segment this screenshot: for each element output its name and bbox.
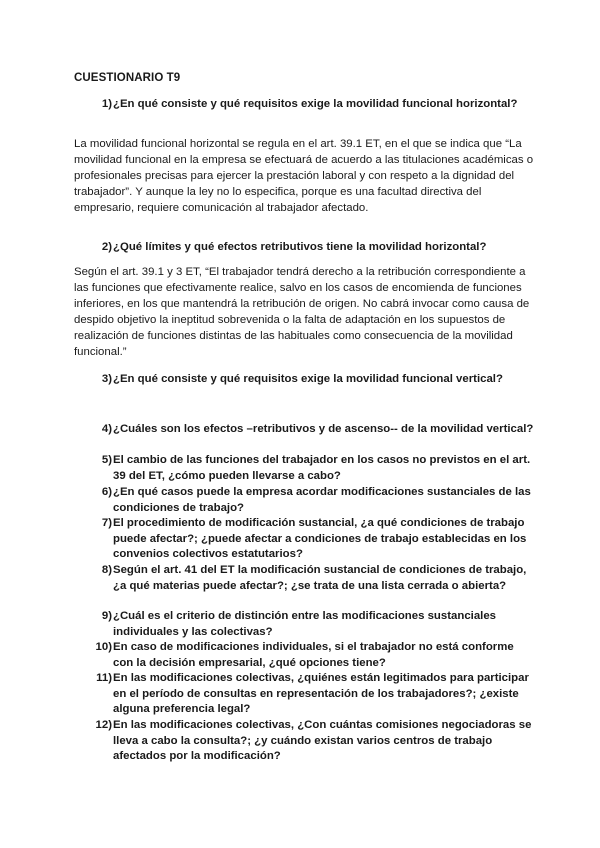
- question-text: ¿Cuáles son los efectos –retributivos y de ascenso-- de la movilidad vertical?: [113, 423, 534, 435]
- question-number: 3): [101, 373, 112, 385]
- question-1: [86, 97, 536, 113]
- question-number: 2): [101, 241, 112, 253]
- answer-2: Según el art. 39.1 y 3 ET, “El trabajador tendrá derecho a la retribución correspondiente a las funciones que efectivamente realice, salvo en los casos de encomienda de funciones inferiores, en los que mantendrá la retribución de origen. No cabrá invocar como causa de despido objetivo la ineptitud sobrevenida o la falta de adaptación en los supuestos de realización de funciones distintas de las habituales como consecuencia de la movilidad funcional.”: [74, 266, 530, 358]
- question-text: ¿Qué límites y qué efectos retributivos tiene la movilidad horizontal?: [113, 241, 487, 253]
- question-text: En caso de modificaciones individuales, si el trabajador no está conforme con la decisión empresarial, ¿qué opciones tiene?: [113, 641, 514, 669]
- question-text: El procedimiento de modificación sustancial, ¿a qué condiciones de trabajo puede afectar?; ¿puede afectar a condiciones de trabajo establecidas en los convenios colectivos estatutarios?: [113, 517, 527, 560]
- question-number: 1): [101, 98, 112, 110]
- question-text: ¿En qué casos puede la empresa acordar modificaciones sustanciales de las condiciones de trabajo?: [113, 486, 531, 514]
- question-12: [86, 718, 536, 765]
- question-number: 5): [101, 454, 112, 466]
- question-10: [86, 640, 536, 671]
- answer-1: [74, 136, 534, 216]
- question-3: [86, 372, 556, 388]
- question-number: 4): [101, 423, 112, 435]
- question-text: ¿Cuál es el criterio de distinción entre las modificaciones sustanciales individuales y las colectivas?: [113, 610, 496, 638]
- question-text: En las modificaciones colectivas, ¿Con cuántas comisiones negociadoras se lleva a cabo la consulta?; ¿y cuándo existan varios centros de trabajo afectados por la modificación?: [113, 719, 532, 762]
- question-text: ¿En qué consiste y qué requisitos exige la movilidad funcional vertical?: [113, 373, 503, 385]
- question-6: [86, 485, 536, 516]
- question-number: 11): [96, 672, 112, 684]
- question-text: Según el art. 41 del ET la modificación sustancial de condiciones de trabajo, ¿a qué materias puede afectar?; ¿se trata de una lista cerrada o abierta?: [113, 564, 527, 592]
- question-number: 9): [101, 610, 112, 622]
- question-number: 12): [95, 719, 112, 731]
- answer-1-intro: La movilidad funcional horizontal se regula en el art. 39.1 ET, en el que se indica que: [74, 138, 506, 150]
- answer-1-quote: “La movilidad funcional en la empresa se efectuará de acuerdo a las titulaciones académicas o profesionales precisas para ejercer la prestación laboral y con respeto a la dignidad del trabajador”: [74, 138, 534, 198]
- question-9: [86, 609, 536, 640]
- question-text: El cambio de las funciones del trabajador en los casos no previstos en el art. 39 del ET, ¿cómo pueden llevarse a cabo?: [113, 454, 531, 482]
- question-text: En las modificaciones colectivas, ¿quiénes están legitimados para participar en el período de consultas en representación de los trabajadores?; ¿existe alguna preferencia legal?: [113, 672, 529, 715]
- question-text: ¿En qué consiste y qué requisitos exige la movilidad funcional horizontal?: [113, 98, 518, 110]
- question-4: [86, 422, 536, 438]
- question-2: [86, 240, 556, 256]
- question-number: 10): [95, 641, 112, 653]
- question-number: 6): [101, 486, 112, 498]
- question-5: [86, 453, 536, 484]
- question-7: [86, 516, 536, 563]
- document-title: CUESTIONARIO T9: [74, 72, 181, 84]
- question-number: 8): [101, 564, 112, 576]
- question-number: 7): [101, 517, 112, 529]
- question-11: [86, 671, 536, 718]
- answer-1-rest: . Y aunque la ley no lo especifica, porque es una facultad directiva del empresario, requiere comunicación al trabajador afectado.: [74, 186, 482, 214]
- question-8: [86, 563, 536, 594]
